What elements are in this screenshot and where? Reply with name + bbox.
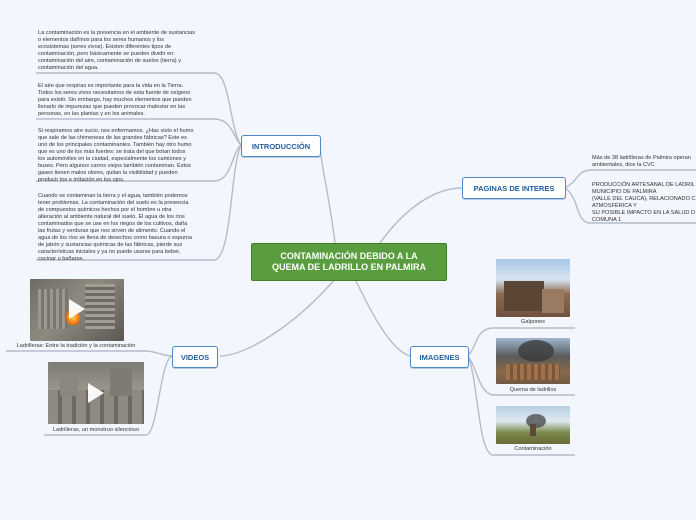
note-line: PRODUCCIÓN ARTESANAL DE LADRIL: [592, 182, 695, 188]
video-thumbnail-2[interactable]: [48, 362, 144, 424]
image-quema-de-ladrillos[interactable]: [496, 338, 570, 384]
image-caption-1: Galpones: [521, 319, 545, 325]
note-line: características iniciales y ya no puede usarse para beber,: [38, 249, 181, 255]
node-paginas-label: PAGINAS DE INTERES: [473, 183, 555, 193]
note-line: uno de los principales contaminantes. También hay otro humo: [38, 142, 192, 148]
node-paginas-de-interes[interactable]: [462, 177, 566, 199]
play-icon[interactable]: [88, 383, 104, 403]
shed-shape: [542, 289, 564, 313]
note-line: Más de 38 ladrilleras de Palmira operan: [592, 155, 691, 161]
note-line: El aire que respiras es importante para la vida en la Tierra.: [38, 83, 184, 89]
note-line: cocinar o bañarse.: [38, 256, 85, 262]
smoke-shape: [526, 414, 546, 428]
pages-link-1[interactable]: [592, 155, 696, 169]
note-line: MUNICIPIO DE PALMIRA: [592, 189, 657, 195]
note-line: que sale de las chimeneas de las grandes fábricas? Este es: [38, 135, 187, 141]
intro-note-3[interactable]: [38, 128, 216, 184]
note-line: buses. Pero algunos carros viejos también contaminan. Estos: [38, 163, 191, 169]
node-videos-label: VIDEOS: [180, 352, 210, 362]
note-line: agua de los ríos se llena de desechos como basura o espuma: [38, 235, 192, 241]
central-topic[interactable]: [251, 243, 447, 281]
image-caption-3: Contaminación: [514, 446, 552, 452]
ruins-shape: [110, 368, 132, 396]
image-contaminacion[interactable]: [496, 406, 570, 444]
note-line: de compuestos químicos hechos por el hombre u otra: [38, 207, 172, 213]
intro-note-4[interactable]: [38, 193, 216, 263]
node-imagenes[interactable]: [410, 346, 469, 368]
note-line: o elementos dañinos para los seres humanos y los: [38, 37, 164, 43]
note-line: La contaminación es la presencia en el ambiente de sustancias: [38, 30, 196, 36]
kiln-shape: [506, 364, 560, 380]
video-caption-1: Ladrilleras: Entre la tradición y la contaminación: [16, 343, 136, 349]
note-line: contaminación del agua.: [38, 65, 99, 71]
note-line: Cuando se contaminan la tierra y el agua, también podemos: [38, 193, 188, 199]
node-videos[interactable]: [172, 346, 218, 368]
pages-link-2[interactable]: [592, 182, 696, 224]
video-thumbnail-1[interactable]: [30, 279, 124, 341]
node-imagenes-label: IMAGENES: [419, 352, 460, 362]
note-line: Si respiramos aire sucio, nos enfermamos. ¿Has visto el humo: [38, 128, 194, 134]
central-topic-line-2: QUEMA DE LADRILLO EN PALMIRA: [272, 262, 426, 272]
video-caption-2: Ladrilleras, un monstruo silencioso: [52, 427, 140, 433]
note-line: alteración al ambiente natural del suelo. El agua de los ríos: [38, 214, 185, 220]
brick-stack-shape: [85, 284, 115, 329]
note-line: tener problemas. La contaminación del suelo es la presencia: [38, 200, 189, 206]
note-line: producir tos e irritación en los ojos.: [38, 177, 125, 183]
note-line: contaminación del aire, contaminación de suelos (tierra) y: [38, 58, 182, 64]
note-line: contaminación, pero básicamente se pueden dividir en:: [38, 51, 175, 57]
note-line: llenarlo de impurezas que pueden provocar malestar en las: [38, 104, 186, 110]
note-line: gases tienen malos olores, quitan la visibilidad y pueden: [38, 170, 178, 176]
smoke-shape: [518, 340, 554, 362]
note-line: ecosistemas (seres vivos). Existen diferentes tipos de: [38, 44, 172, 50]
note-line: ATMOSFÉRICA Y: [592, 203, 637, 209]
node-introduccion-label: INTRODUCCIÓN: [251, 141, 311, 151]
play-icon[interactable]: [69, 299, 85, 319]
note-line: SU POSIBLE IMPACTO EN LA SALUD D: [592, 210, 695, 216]
chimney-shape: [530, 424, 536, 436]
central-topic-line-1: CONTAMINACIÓN DEBIDO A LA: [280, 251, 418, 261]
note-line: que es uno de los más fuertes: se trata del que botan todos: [38, 149, 186, 155]
intro-note-2[interactable]: [38, 83, 216, 118]
note-line: contaminados que se use en los riegos de los cultivos, daña: [38, 221, 188, 227]
intro-note-1[interactable]: [38, 30, 216, 72]
image-galpones[interactable]: [496, 259, 570, 317]
note-line: de jabón y sustancias químicas de las fábricas, pierde sus: [38, 242, 183, 248]
note-line: COMUNA 1: [592, 217, 622, 223]
node-introduccion[interactable]: [241, 135, 321, 157]
note-line: ambientales, dice la CVC: [592, 162, 655, 168]
note-line: para existir. Sin embargo, hay muchos elementos que pueden: [38, 97, 192, 103]
brick-stack-shape: [38, 289, 68, 329]
ruins-shape: [60, 372, 78, 396]
note-line: personas, en las plantas y en los animales.: [38, 111, 145, 117]
shed-shape: [504, 281, 544, 311]
note-line: los automóviles en la ciudad, especialmente los camiones y: [38, 156, 187, 162]
note-line: (VALLE DEL CAUCA), RELACIONADO C: [592, 196, 696, 202]
note-line: Todos los seres vivos necesitamos de esta fuente de oxígeno: [38, 90, 191, 96]
image-caption-2: Quema de ladrillos: [509, 387, 557, 393]
note-line: las frutas y verduras que nos sirven de alimento. Cuando el: [38, 228, 186, 234]
